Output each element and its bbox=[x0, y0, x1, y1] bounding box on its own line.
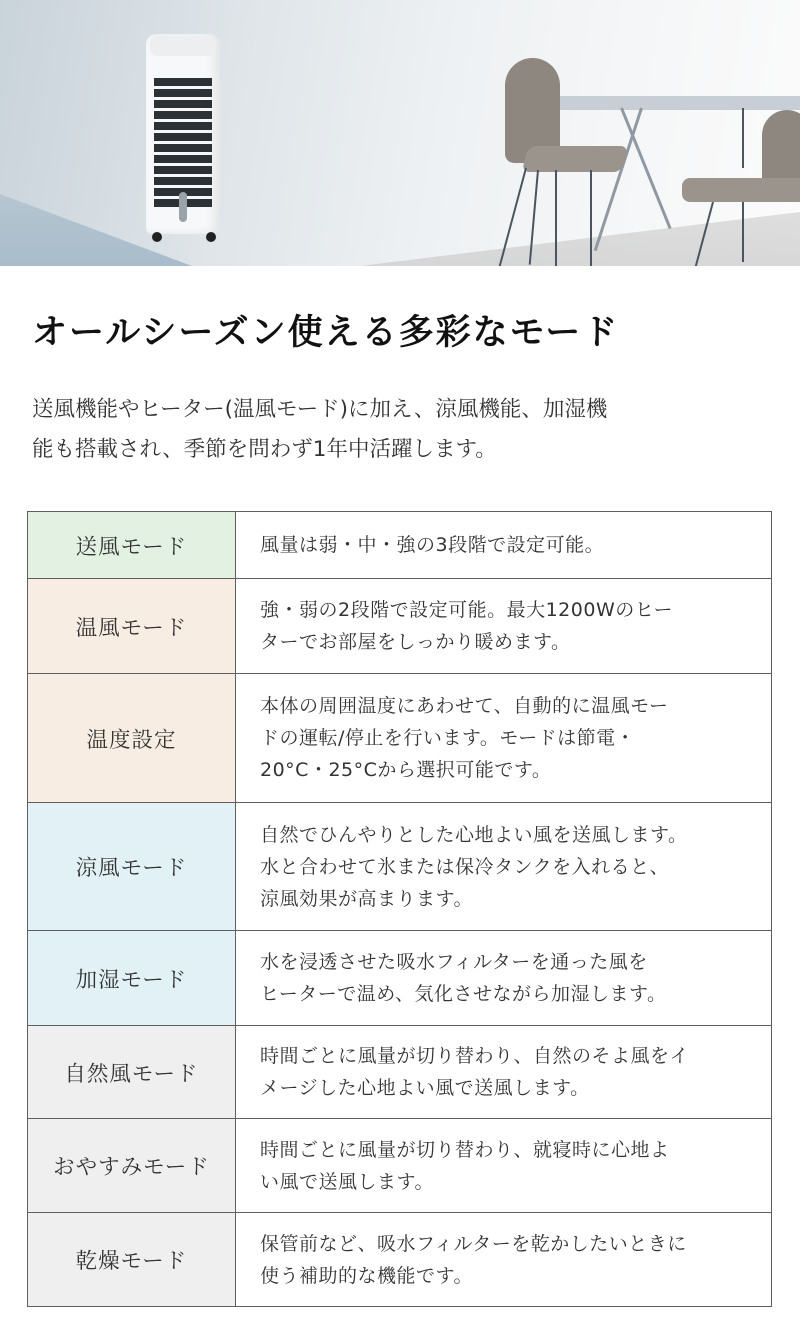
air-cooler-illustration bbox=[146, 34, 220, 242]
description-line: ヒーターで温め、気化させながら加湿します。 bbox=[260, 983, 667, 1005]
table-row bbox=[28, 512, 772, 579]
table-row bbox=[28, 1213, 772, 1307]
mode-name: 加湿モード bbox=[75, 967, 188, 993]
table-row bbox=[28, 1119, 772, 1213]
mode-description-cell bbox=[236, 674, 772, 803]
description-line: 時間ごとに風量が切り替わり、就寝時に心地よ bbox=[260, 1138, 670, 1161]
description-line: 風量は弱・中・強の3段階で設定可能。 bbox=[260, 534, 605, 556]
description-line: 水と合わせて氷または保冷タンクを入れると、 bbox=[260, 855, 670, 878]
mode-name: 温風モード bbox=[75, 615, 188, 641]
mode-name-cell bbox=[28, 1119, 236, 1213]
mode-description-cell bbox=[236, 931, 772, 1026]
mode-name: 乾燥モード bbox=[75, 1249, 188, 1274]
mode-name-cell bbox=[28, 931, 236, 1026]
mode-name: 送風モード bbox=[75, 534, 188, 560]
description-line: 強・弱の2段階で設定可能。最大1200Wのヒー bbox=[260, 599, 673, 621]
mode-name: 温度設定 bbox=[86, 727, 177, 753]
mode-name: 涼風モード bbox=[75, 856, 188, 881]
description-line: 自然でひんやりとした心地よい風を送風します。 bbox=[260, 823, 688, 846]
table-row bbox=[28, 1026, 772, 1119]
mode-description-cell bbox=[236, 1026, 772, 1119]
description-line: ターでお部屋をしっかり暖めます。 bbox=[260, 631, 571, 653]
mode-name-cell bbox=[28, 579, 236, 674]
description-line: 使う補助的な機能です。 bbox=[260, 1264, 473, 1287]
hero-image bbox=[0, 0, 800, 266]
table-row bbox=[28, 803, 772, 931]
mode-description-cell bbox=[236, 512, 772, 579]
intro-paragraph bbox=[32, 390, 782, 470]
description-line: ドの運転/停止を行います。モードは節電・ bbox=[260, 727, 636, 749]
mode-name-cell bbox=[28, 1026, 236, 1119]
description-line: い風で送風します。 bbox=[260, 1170, 434, 1193]
mode-description-cell bbox=[236, 579, 772, 674]
mode-description-cell bbox=[236, 1213, 772, 1307]
mode-description-cell bbox=[236, 803, 772, 931]
mode-name-cell bbox=[28, 803, 236, 931]
table-row bbox=[28, 674, 772, 803]
description-line: 20°C・25°Cから選択可能です。 bbox=[260, 759, 552, 781]
description-line: メージした心地よい風で送風します。 bbox=[260, 1077, 590, 1099]
description-line: 水を浸透させた吸水フィルターを通った風を bbox=[260, 951, 648, 973]
mode-name: おやすみモード bbox=[53, 1155, 210, 1180]
table-row bbox=[28, 931, 772, 1026]
description-line: 涼風効果が高まります。 bbox=[260, 887, 473, 910]
table-row bbox=[28, 579, 772, 674]
mode-name: 自然風モード bbox=[64, 1061, 199, 1087]
page-title: オールシーズン使える多彩なモード bbox=[32, 313, 620, 353]
intro-line: 能も搭載され、季節を問わず1年中活躍します。 bbox=[32, 437, 497, 462]
mode-description-cell bbox=[236, 1119, 772, 1213]
mode-table bbox=[27, 511, 772, 1307]
mode-name-cell bbox=[28, 1213, 236, 1307]
description-line: 時間ごとに風量が切り替わり、自然のそよ風をイ bbox=[260, 1045, 690, 1067]
intro-line: 送風機能やヒーター(温風モード)に加え、涼風機能、加湿機 bbox=[32, 397, 608, 422]
mode-name-cell bbox=[28, 674, 236, 803]
table-illustration bbox=[552, 96, 800, 110]
mode-name-cell bbox=[28, 512, 236, 579]
description-line: 本体の周囲温度にあわせて、自動的に温風モー bbox=[260, 695, 669, 717]
description-line: 保管前など、吸水フィルターを乾かしたいときに bbox=[260, 1232, 687, 1255]
